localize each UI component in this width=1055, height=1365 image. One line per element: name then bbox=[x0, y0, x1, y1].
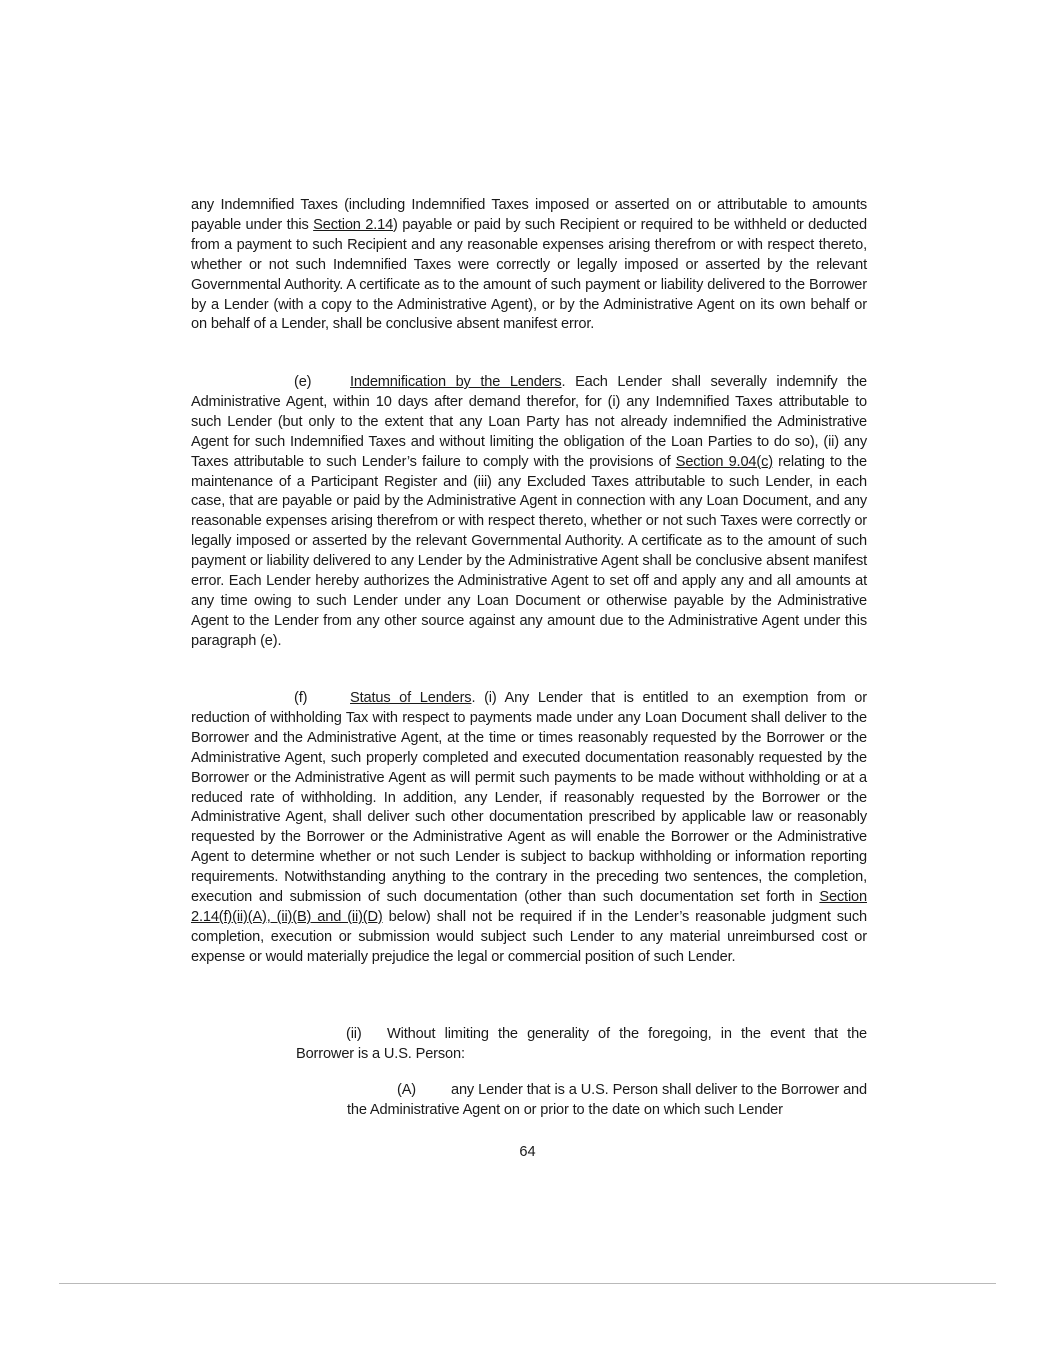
paragraph-label: (f) bbox=[294, 690, 308, 706]
clause-A bbox=[347, 1081, 867, 1121]
paragraph-heading: Indemnification by the Lenders bbox=[350, 374, 562, 390]
paragraph-label: (ii) bbox=[346, 1026, 362, 1042]
paragraph-text: Without limiting the generality of the foregoing, in the event that the Borrower is a U.S. Person: bbox=[296, 1026, 867, 1062]
section-reference-2-14f: Section 2.14(f)(ii)(A), (ii)(B) and (ii)(D) bbox=[191, 889, 867, 925]
paragraph-heading: Status of Lenders bbox=[350, 690, 472, 706]
paragraph-label: (e) bbox=[294, 374, 312, 390]
subparagraph-ii bbox=[296, 1025, 867, 1065]
paragraph-text: any Lender that is a U.S. Person shall deliver to the Borrower and the Administrative Agent on or prior to the date on which such Lender bbox=[347, 1082, 867, 1118]
paragraph-text: relating to the maintenance of a Participant Register and (iii) any Excluded Taxes attributable to such Lender, in each case, that are payable or paid by the Administrative Agent in connection with any Loan Document, and any reasonable expenses arising therefrom or with respect thereto, whether or not such Taxes were correctly or legally imposed or asserted by the relevant Governmental Authority. A certificate as to the amount of such payment or liability delivered to any Lender by the Administrative Agent shall be conclusive absent manifest error. Each Lender hereby authorizes the Administrative Agent to set off and apply any and all amounts at any time owing to such Lender under any Loan Document or otherwise payable by the Administrative Agent to the Lender from any other source against any amount due to the Administrative Agent under this paragraph (e). bbox=[191, 453, 867, 649]
paragraph-text: any Indemnified Taxes (including Indemnified Taxes imposed or asserted on or attributable to amounts payable under this bbox=[191, 197, 867, 233]
paragraph-label: (A) bbox=[397, 1082, 417, 1098]
paragraph-e bbox=[191, 373, 867, 652]
paragraph-continuation bbox=[191, 196, 867, 335]
paragraph-text: ) payable or paid by such Recipient or required to be withheld or deducted from a payment to such Recipient and any reasonable expenses arising therefrom or with respect thereto, whether or not such Indemnified Taxes were correctly or legally imposed or asserted by the relevant Governmental Authority. A certificate as to the amount of such payment or liability delivered to the Borrower by a Lender (with a copy to the Administrative Agent), or by the Administrative Agent on its own behalf or on behalf of a Lender, shall be conclusive absent manifest error. bbox=[191, 216, 867, 333]
paragraph-text: below) shall not be required if in the Lender’s reasonable judgment such completion, execution or submission would subject such Lender to any material unreimbursed cost or expense or would materially prejudice the legal or commercial position of such Lender. bbox=[191, 908, 867, 965]
paragraph-f bbox=[191, 689, 867, 968]
section-reference-2-14: Section 2.14 bbox=[313, 216, 394, 233]
section-reference-9-04c: Section 9.04(c) bbox=[675, 453, 773, 470]
page-number: 64 bbox=[519, 1144, 536, 1160]
paragraph-text: . Each Lender shall severally indemnify the Administrative Agent, within 10 days after demand therefor, for (i) any Indemnified Taxes attributable to such Lender (but only to the extent that any Loan Party has not already indemnified the Administrative Agent for such Indemnified Taxes and without limiting the obligation of the Loan Parties to do so), (ii) any Taxes attributable to such Lender’s failure to comply with the provisions of bbox=[191, 374, 867, 470]
paragraph-text: . (i) Any Lender that is entitled to an exemption from or reduction of withholding Tax with respect to payments made under any Loan Document shall deliver to the Borrower and the Administrative Agent, at the time or times reasonably requested by the Borrower or the Administrative Agent, such properly completed and executed documentation reasonably requested by the Borrower or the Administrative Agent as will permit such payments to be made without withholding or at a reduced rate of withholding. In addition, any Lender, if reasonably requested by the Borrower or the Administrative Agent, shall deliver such other documentation prescribed by applicable law or reasonably requested by the Borrower or the Administrative Agent as will enable the Borrower or the Administrative Agent to determine whether or not such Lender is subject to backup withholding or information reporting requirements. Notwithstanding anything to the contrary in the preceding two sentences, the completion, execution and submission of such documentation (other than such documentation set forth in bbox=[191, 690, 867, 906]
footer-divider bbox=[59, 1283, 996, 1284]
